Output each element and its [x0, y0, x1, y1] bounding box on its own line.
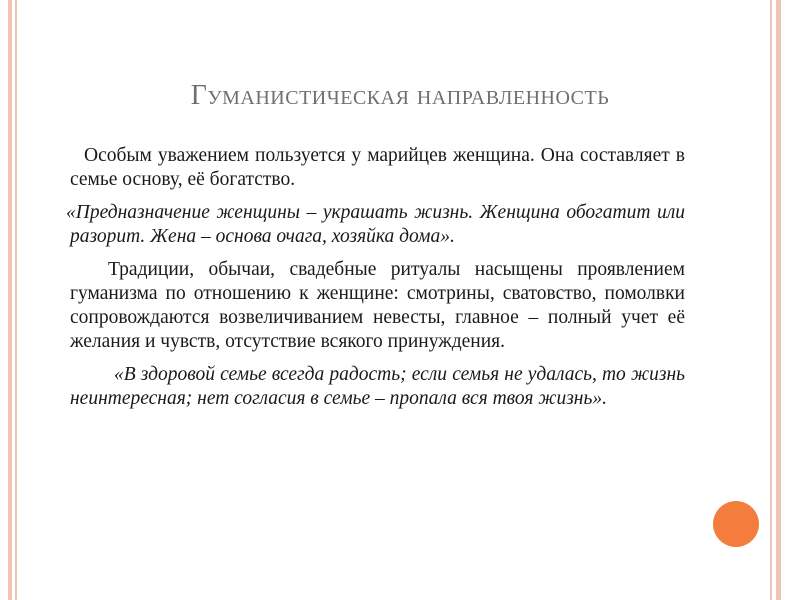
accent-circle — [713, 501, 759, 547]
quote-purpose-of-women: «Предназначение женщины – украшать жизнь. Женщина обогатит или разорит. Жена – основа очага, хозяйка дома». — [66, 202, 685, 247]
right-border-outer-line — [776, 0, 781, 600]
left-border-outer-line — [8, 0, 12, 600]
right-border-inner-line — [770, 0, 772, 600]
slide-title: Гуманистическая направленность — [190, 80, 610, 111]
paragraph-traditions: Традиции, обычаи, свадебные ритуалы насыщены проявлением гуманизма по отношению к женщине: смотрины, сватовство, помолвки сопровождаются возвеличиванием невесты, главное – полный учет её желания и чувств, отсутствие всякого принуждения. — [70, 259, 685, 352]
paragraph-respect-for-women: Особым уважением пользуется у марийцев женщина. Она составляет в семье основу, её богатство. — [70, 145, 685, 190]
left-border-inner-line — [15, 0, 17, 600]
quote-healthy-family: «В здоровой семье всегда радость; если семья не удалась, то жизнь неинтересная; нет согласия в семье – пропала вся твоя жизнь». — [70, 364, 685, 409]
slide-body — [66, 144, 685, 420]
